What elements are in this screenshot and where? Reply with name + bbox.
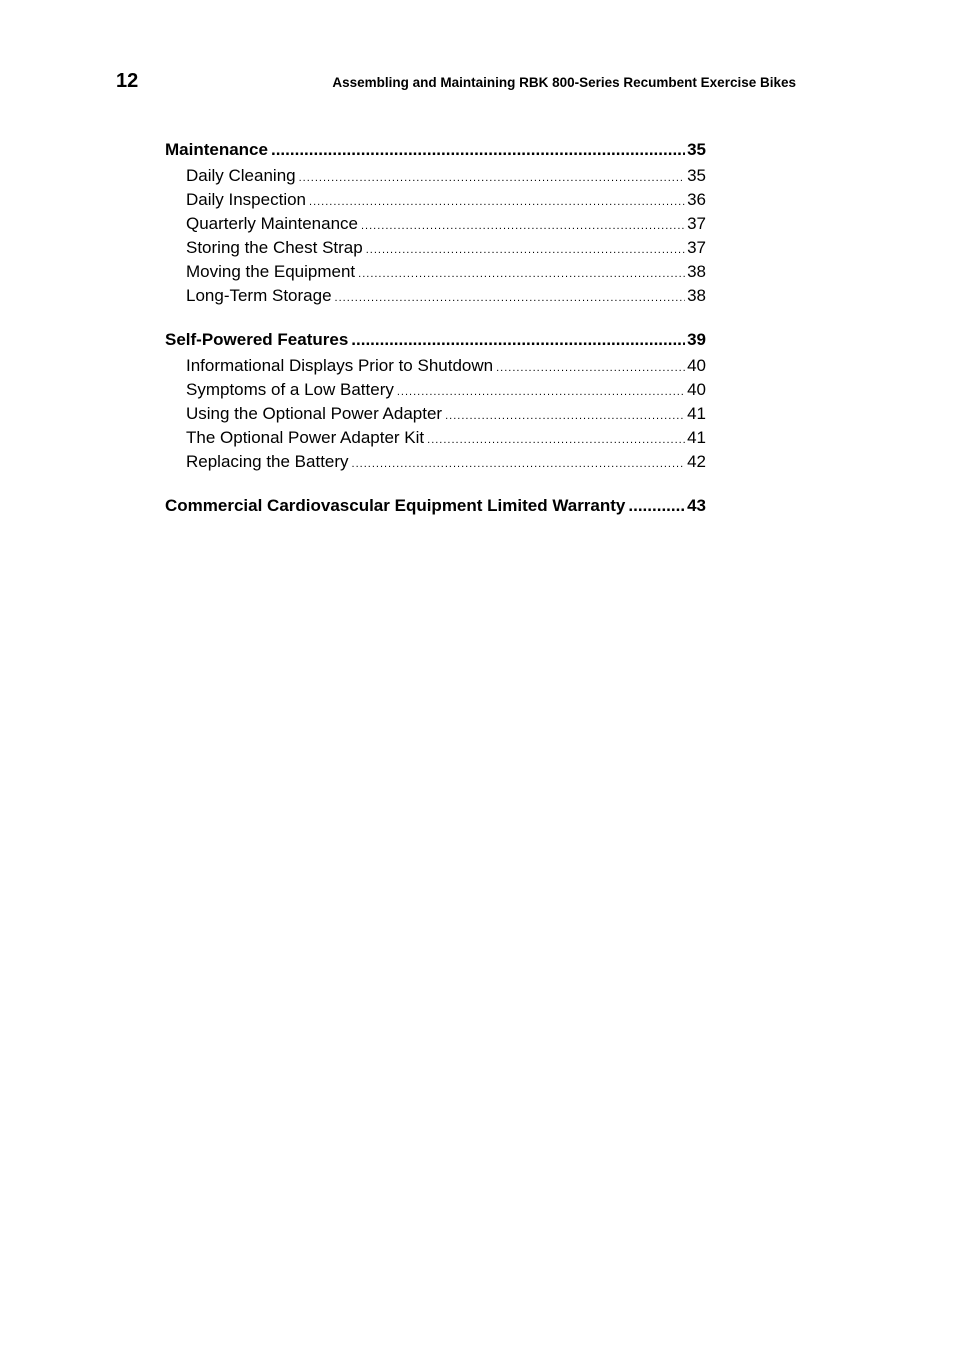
dot-leader	[351, 327, 685, 352]
toc-heading-title: Commercial Cardiovascular Equipment Limited Warranty	[165, 496, 626, 515]
toc-entry-page: 40	[687, 356, 706, 375]
toc-entry-page: 41	[687, 428, 706, 447]
dot-leader	[271, 137, 685, 162]
dot-leader	[397, 380, 685, 404]
toc-entry-title: Storing the Chest Strap	[186, 238, 363, 257]
dot-leader	[335, 286, 686, 310]
toc-entry-title: Quarterly Maintenance	[186, 214, 358, 233]
toc-entry-title: Using the Optional Power Adapter	[186, 404, 443, 423]
toc-entry-page: 42	[687, 452, 706, 471]
dot-leader	[358, 262, 685, 286]
toc-entry-title: Long-Term Storage	[186, 286, 332, 305]
toc-entry[interactable]	[165, 426, 706, 450]
toc-entry-title: The Optional Power Adapter Kit	[186, 428, 425, 447]
toc-entry-title: Moving the Equipment	[186, 262, 356, 281]
toc-heading[interactable]	[165, 493, 706, 518]
toc-heading[interactable]	[165, 137, 706, 162]
toc-entry-page: 36	[687, 190, 706, 209]
dot-leader	[299, 166, 685, 190]
dot-leader	[427, 428, 685, 452]
toc-entry[interactable]	[165, 236, 706, 260]
toc-section-maintenance	[165, 137, 706, 308]
toc-heading-page: 35	[687, 140, 706, 159]
toc-heading[interactable]	[165, 327, 706, 352]
toc-entry-page: 41	[687, 404, 706, 423]
toc-entry-title: Daily Inspection	[186, 190, 307, 209]
toc-entry[interactable]	[165, 378, 706, 402]
dot-leader	[366, 238, 685, 262]
toc-entry[interactable]	[165, 284, 706, 308]
toc-section-warranty	[165, 493, 706, 518]
toc-entry[interactable]	[165, 354, 706, 378]
toc-entry-page: 35	[687, 166, 706, 185]
dot-leader	[361, 214, 685, 238]
toc-entry-page: 37	[687, 238, 706, 257]
toc-entry[interactable]	[165, 402, 706, 426]
toc-entry-title: Daily Cleaning	[186, 166, 296, 185]
toc-heading-title: Self-Powered Features	[165, 330, 349, 349]
toc-entry-title: Replacing the Battery	[186, 452, 349, 471]
dot-leader	[309, 190, 685, 214]
toc-entry-page: 37	[687, 214, 706, 233]
running-header-title: Assembling and Maintaining RBK 800-Series Recumbent Exercise Bikes	[332, 75, 796, 90]
dot-leader	[496, 356, 685, 380]
toc-entry[interactable]	[165, 164, 706, 188]
toc-entry-page: 40	[687, 380, 706, 399]
dot-leader	[445, 404, 685, 428]
toc-entry-page: 38	[687, 286, 706, 305]
toc-heading-title: Maintenance	[165, 140, 268, 159]
toc-entry-title: Symptoms of a Low Battery	[186, 380, 394, 399]
toc-heading-page: 43	[687, 496, 706, 515]
toc-entry-title: Informational Displays Prior to Shutdown	[186, 356, 494, 375]
toc-entry[interactable]	[165, 260, 706, 284]
page-number: 12	[116, 70, 139, 92]
toc-entry[interactable]	[165, 450, 706, 474]
toc-entry[interactable]	[165, 212, 706, 236]
dot-leader	[352, 452, 686, 476]
toc-section-self-powered-features	[165, 327, 706, 474]
table-of-contents	[165, 137, 706, 537]
dot-leader	[628, 493, 685, 518]
toc-entry[interactable]	[165, 188, 706, 212]
toc-entry-page: 38	[687, 262, 706, 281]
toc-heading-page: 39	[687, 330, 706, 349]
